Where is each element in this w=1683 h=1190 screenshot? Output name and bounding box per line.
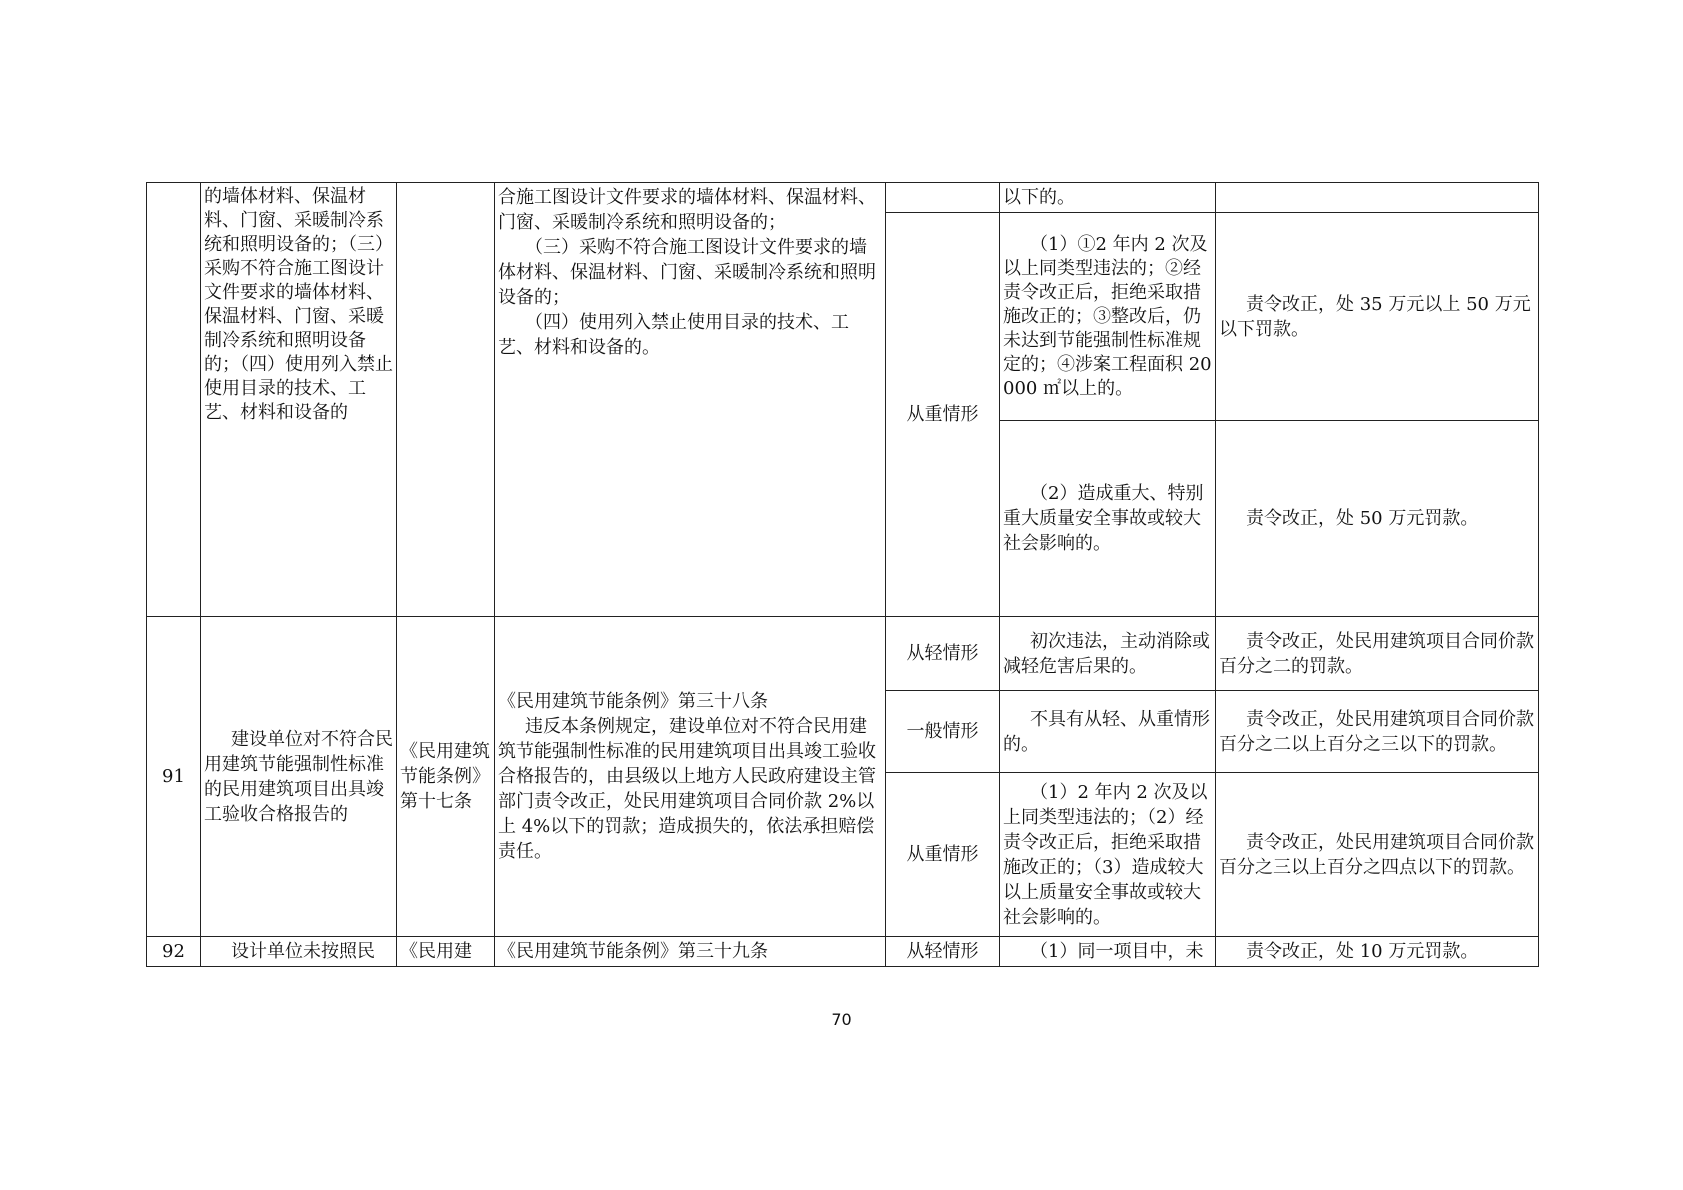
penalty-standard-cell: 责令改正，处 50 万元罚款。 [1216,421,1539,617]
table-row [147,617,1539,691]
item-number-cell [147,183,201,617]
violation-subject-cell: 的墙体材料、保温材料、门窗、采暖制冷系统和照明设备的；（三）采购不符合施工图设计文件要求的墙体材料、保温材料、门窗、采暖制冷系统和照明设备的；（四）使用列入禁止使用目录的技术、工艺、材料和设备的 [201,183,397,617]
penalty-provision-cell [495,183,886,617]
legal-basis-cell: 《民用建 [397,937,495,967]
penalty-standard-cell: 责令改正，处 35 万元以上 50 万元以下罚款。 [1216,213,1539,421]
item-number-cell: 91 [147,617,201,937]
circumstance-detail-cell: （1）2 年内 2 次及以上同类型违法的；（2）经责令改正后，拒绝采取措施改正的；（3）造成较大以上质量安全事故或较大社会影响的。 [1000,773,1216,937]
legal-basis-cell [397,183,495,617]
provision-paragraph: 违反本条例规定，建设单位对不符合民用建筑节能强制性标准的民用建筑项目出具竣工验收合格报告的，由县级以上地方人民政府建设主管部门责令改正，处民用建筑项目合同价款 2%以上 4%以下的罚款；造成损失的，依法承担赔偿责任。 [498,716,876,862]
circumstance-level-cell: 从重情形 [886,213,1000,617]
circumstance-level-cell: 从轻情形 [886,937,1000,967]
provision-paragraph: （四）使用列入禁止使用目录的技术、工艺、材料和设备的。 [498,312,849,358]
circumstance-detail-cell: （2）造成重大、特别重大质量安全事故或较大社会影响的。 [1000,421,1216,617]
circumstance-detail-cell: 不具有从轻、从重情形的。 [1000,691,1216,773]
provision-paragraph: （三）采购不符合施工图设计文件要求的墙体材料、保温材料、门窗、采暖制冷系统和照明设备的； [498,237,876,308]
penalty-provision-cell [495,617,886,937]
circumstance-detail-cell: （1）同一项目中，未 [1000,937,1216,967]
provision-title: 《民用建筑节能条例》第三十八条 [498,691,768,712]
circumstance-detail-cell: 初次违法，主动消除或减轻危害后果的。 [1000,617,1216,691]
item-number-cell: 92 [147,937,201,967]
circumstance-level-cell: 从轻情形 [886,617,1000,691]
violation-subject-cell: 建设单位对不符合民用建筑节能强制性标准的民用建筑项目出具竣工验收合格报告的 [201,617,397,937]
penalty-standard-cell: 责令改正，处民用建筑项目合同价款百分之二的罚款。 [1216,617,1539,691]
penalty-standard-cell [1216,183,1539,213]
penalty-standard-cell: 责令改正，处民用建筑项目合同价款百分之三以上百分之四点以下的罚款。 [1216,773,1539,937]
circumstance-level-cell: 从重情形 [886,773,1000,937]
penalty-standard-cell: 责令改正，处 10 万元罚款。 [1216,937,1539,967]
legal-basis-cell: 《民用建筑节能条例》第十七条 [397,617,495,937]
provision-paragraph: 合施工图设计文件要求的墙体材料、保温材料、门窗、采暖制冷系统和照明设备的； [498,187,876,233]
circumstance-detail-cell: （1）①2 年内 2 次及以上同类型违法的；②经责令改正后，拒绝采取措施改正的；③整改后，仍未达到节能强制性标准规定的；④涉案工程面积 20000 ㎡以上的。 [1000,213,1216,421]
violation-subject-cell: 设计单位未按照民 [201,937,397,967]
penalty-standard-table [146,182,1539,967]
penalty-standard-cell: 责令改正，处民用建筑项目合同价款百分之二以上百分之三以下的罚款。 [1216,691,1539,773]
circumstance-level-cell [886,183,1000,213]
penalty-provision-cell: 《民用建筑节能条例》第三十九条 [495,937,886,967]
page-number: 70 [831,1010,852,1029]
circumstance-level-cell: 一般情形 [886,691,1000,773]
table-row [147,183,1539,213]
circumstance-detail-cell: 以下的。 [1000,183,1216,213]
table-row [147,937,1539,967]
